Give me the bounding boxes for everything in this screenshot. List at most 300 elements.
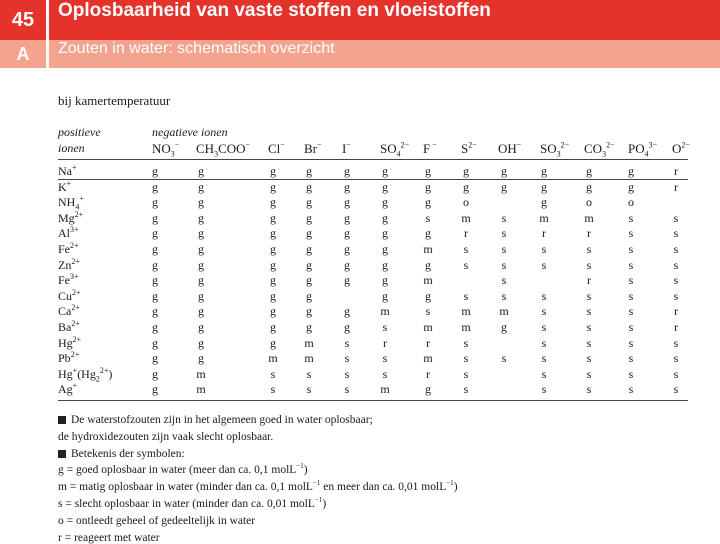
- solubility-cell: g: [344, 226, 350, 241]
- cation-charge: 2+: [72, 334, 82, 344]
- cation-label: [58, 336, 81, 351]
- solubility-cell: g: [198, 164, 204, 178]
- solubility-cell: s: [628, 242, 634, 256]
- solubility-cell: s: [673, 351, 679, 366]
- solubility-cell: g: [306, 257, 312, 272]
- anion-header: [380, 141, 409, 159]
- solubility-cell: g: [198, 242, 204, 256]
- solubility-cell: m: [461, 304, 471, 319]
- symbol-definition: [58, 532, 160, 544]
- anion-subscript: 4: [644, 149, 649, 159]
- solubility-cell: m: [380, 382, 390, 397]
- cation-base: Cu: [58, 288, 73, 303]
- anion-base: CO: [584, 141, 603, 156]
- solubility-cell: g: [306, 320, 312, 334]
- symbol-text: s = slecht oplosbaar in water (minder dan ca. 0,01 molL: [58, 498, 315, 510]
- solubility-cell: m: [423, 320, 433, 334]
- solubility-cell: g: [425, 257, 431, 272]
- solubility-cell: g: [306, 304, 312, 319]
- cation-label: [58, 273, 79, 288]
- solubility-cell: g: [344, 304, 350, 319]
- solubility-cell: s: [541, 304, 547, 319]
- solubility-cell: r: [674, 320, 678, 334]
- cation-label: [58, 320, 80, 335]
- solubility-cell: s: [463, 257, 469, 272]
- solubility-cell: s: [344, 351, 350, 366]
- solubility-cell: g: [586, 179, 592, 194]
- solubility-cell: g: [382, 288, 388, 303]
- solubility-cell: s: [501, 242, 507, 256]
- solubility-cell: s: [463, 366, 469, 381]
- solubility-cell: g: [306, 195, 312, 210]
- solubility-cell: r: [587, 273, 591, 288]
- solubility-cell: s: [501, 226, 507, 241]
- cation-base: Al: [58, 226, 70, 241]
- unit-exponent: −1: [296, 462, 304, 471]
- section-letter: A: [16, 44, 30, 64]
- solubility-cell: g: [382, 226, 388, 241]
- note-text: De waterstofzouten zijn in het algemeen goed in water oplosbaar;: [71, 414, 373, 426]
- solubility-cell: g: [501, 320, 507, 334]
- solubility-cell: g: [541, 164, 547, 178]
- solubility-cell: g: [344, 210, 350, 225]
- solubility-cell: g: [152, 288, 158, 303]
- solubility-cell: s: [463, 382, 469, 397]
- solubility-cell: m: [196, 366, 206, 381]
- solubility-cell: m: [423, 273, 433, 288]
- solubility-cell: s: [501, 210, 507, 225]
- cation-charge: 2+: [71, 256, 80, 266]
- symbol-text-end: ): [303, 464, 308, 476]
- cation-charge: +: [72, 365, 78, 375]
- anion-header: [461, 141, 477, 159]
- solubility-cell: g: [198, 257, 204, 272]
- cation-label: [58, 382, 77, 397]
- anion-charge: 3−: [648, 140, 658, 150]
- solubility-cell: m: [461, 320, 471, 334]
- solubility-cell: g: [152, 382, 158, 397]
- cation-label: [58, 289, 81, 304]
- anion-charge: −: [430, 140, 437, 150]
- unit-exponent: −1: [314, 496, 323, 505]
- solubility-cell: s: [541, 335, 547, 350]
- cation-base: Zn: [58, 257, 72, 272]
- symbol-definition: [58, 464, 308, 476]
- solubility-cell: s: [501, 257, 507, 272]
- solubility-cell: g: [270, 195, 276, 210]
- cation-label: [58, 351, 79, 366]
- header-divider: [46, 0, 49, 68]
- anion-charge: −: [346, 140, 351, 150]
- bullet-icon: [58, 416, 66, 424]
- solubility-cell: g: [425, 288, 431, 303]
- solubility-cell: g: [270, 288, 276, 303]
- cation-label: [58, 164, 77, 179]
- chapter-title: Oplosbaarheid van vaste stoffen en vloeistoffen: [58, 0, 491, 21]
- solubility-cell: g: [586, 164, 592, 178]
- solubility-cell: s: [586, 366, 592, 381]
- solubility-cell: s: [463, 288, 469, 303]
- solubility-cell: s: [586, 382, 592, 397]
- solubility-cell: g: [344, 164, 350, 178]
- anion-header: [423, 141, 437, 159]
- solubility-cell: m: [423, 351, 433, 366]
- solubility-cell: g: [152, 179, 158, 194]
- solubility-cell: s: [541, 351, 547, 366]
- cation-base: Hg: [58, 335, 73, 350]
- cation-base: Ba: [58, 320, 72, 334]
- cation-charge: 2+: [74, 209, 84, 219]
- symbol-text: m = matig oplosbaar in water (minder dan ca. 0,1 molL: [58, 481, 313, 493]
- anion-subscript: 4: [396, 149, 401, 159]
- anion-header: [196, 141, 250, 159]
- solubility-cell: s: [463, 335, 469, 350]
- anion-header: [152, 141, 179, 159]
- solubility-cell: s: [306, 366, 312, 381]
- solubility-cell: g: [198, 210, 204, 225]
- solubility-cell: g: [152, 351, 158, 366]
- solubility-cell: s: [673, 382, 679, 397]
- cation-charge: 2+: [72, 287, 81, 297]
- positive-ions-header-1: positieve: [58, 125, 101, 139]
- cation-extra: (Hg: [77, 366, 96, 381]
- bullet-icon: [58, 450, 66, 458]
- solubility-cell: g: [501, 179, 507, 194]
- solubility-cell: g: [344, 257, 350, 272]
- cation-base: Ag: [58, 382, 73, 397]
- anion-header: [584, 141, 615, 159]
- solubility-cell: g: [425, 195, 431, 210]
- solubility-cell: g: [306, 226, 312, 241]
- solubility-cell: s: [541, 320, 547, 334]
- symbol-definition: [58, 515, 255, 527]
- cation-label: [58, 242, 79, 257]
- solubility-cell: g: [198, 320, 204, 334]
- solubility-cell: g: [198, 226, 204, 241]
- cation-charge: +: [72, 163, 77, 172]
- solubility-cell: s: [628, 210, 634, 225]
- solubility-cell: s: [541, 366, 547, 381]
- solubility-cell: s: [382, 320, 388, 334]
- solubility-cell: g: [270, 242, 276, 256]
- anion-base: I: [342, 141, 347, 156]
- solubility-cell: g: [541, 195, 547, 210]
- solubility-cell: g: [306, 164, 312, 178]
- anion-header: [672, 141, 690, 159]
- anion-subscript: 3: [602, 149, 607, 159]
- solubility-cell: s: [628, 366, 634, 381]
- solubility-cell: g: [152, 195, 158, 210]
- solubility-cell: g: [382, 273, 388, 288]
- solubility-cell: s: [673, 226, 679, 241]
- solubility-cell: g: [198, 273, 204, 288]
- solubility-cell: s: [586, 288, 592, 303]
- solubility-cell: r: [542, 226, 546, 241]
- solubility-cell: s: [344, 382, 350, 397]
- symbol-definition: [58, 498, 326, 510]
- cation-base: Pb: [58, 351, 71, 366]
- anion-base: NO: [152, 141, 171, 156]
- cation-extra-charge: 2+: [99, 365, 109, 375]
- anion-charge: −: [280, 140, 285, 150]
- solubility-cell: g: [344, 242, 350, 256]
- solubility-cell: m: [423, 242, 433, 256]
- condition-label: bij kamertemperatuur: [58, 93, 171, 108]
- cation-base: K: [58, 179, 67, 194]
- anion-header: [540, 141, 569, 159]
- solubility-cell: g: [306, 288, 312, 303]
- solubility-cell: g: [270, 226, 276, 241]
- anion-base: OH: [498, 141, 517, 156]
- solubility-cell: g: [382, 164, 388, 178]
- anion-header: [268, 141, 285, 159]
- solubility-cell: s: [628, 273, 634, 288]
- anion-base-2: COO: [218, 141, 246, 156]
- solubility-cell: s: [628, 288, 634, 303]
- anion-base: F: [423, 141, 431, 156]
- solubility-cell: s: [306, 382, 312, 397]
- cation-charge: +: [72, 381, 78, 391]
- solubility-cell: o: [586, 195, 592, 210]
- solubility-cell: s: [673, 242, 679, 256]
- negative-ions-header: negatieve ionen: [152, 125, 228, 139]
- solubility-cell: s: [628, 335, 634, 350]
- cation-label: [58, 367, 112, 382]
- solubility-cell: g: [152, 242, 158, 256]
- cation-extra-end: ): [108, 366, 113, 381]
- anion-header: [342, 141, 351, 159]
- cation-label: [58, 180, 71, 195]
- anion-charge: −: [516, 140, 522, 150]
- solubility-cell: m: [499, 304, 509, 319]
- anion-subscript: 3: [214, 149, 219, 159]
- solubility-cell: g: [270, 320, 276, 334]
- solubility-cell: g: [425, 382, 431, 397]
- solubility-cell: r: [674, 164, 678, 178]
- solubility-cell: s: [425, 210, 431, 225]
- solubility-cell: s: [501, 351, 507, 366]
- solubility-cell: s: [673, 210, 679, 225]
- cation-subscript: 4: [75, 202, 80, 212]
- anion-base: O: [672, 141, 682, 156]
- solubility-cell: s: [501, 273, 507, 288]
- page-header: [0, 0, 720, 68]
- solubility-cell: g: [463, 164, 469, 178]
- solubility-cell: s: [382, 351, 388, 366]
- solubility-cell: m: [304, 351, 314, 366]
- solubility-cell: r: [674, 179, 678, 194]
- solubility-cell: s: [463, 242, 469, 256]
- anion-base: S: [461, 141, 469, 156]
- cation-base: NH: [58, 195, 76, 210]
- cation-label: [58, 258, 80, 273]
- cation-charge: +: [66, 178, 72, 188]
- cation-base: Hg: [58, 366, 73, 381]
- solubility-cell: s: [586, 257, 592, 272]
- unit-exponent: −1: [446, 479, 454, 488]
- solubility-cell: g: [198, 304, 204, 319]
- solubility-cell: g: [270, 257, 276, 272]
- solubility-cell: g: [382, 210, 388, 225]
- solubility-cell: o: [463, 195, 469, 210]
- solubility-cell: s: [425, 304, 431, 319]
- solubility-cell: g: [541, 179, 547, 194]
- solubility-cell: s: [673, 273, 679, 288]
- cation-label: [58, 195, 84, 210]
- note-symbols-title: [58, 448, 185, 460]
- solubility-cell: g: [198, 335, 204, 350]
- solubility-cell: g: [152, 164, 158, 178]
- solubility-cell: g: [425, 226, 431, 241]
- solubility-cell: m: [539, 210, 549, 225]
- solubility-cell: g: [152, 210, 158, 225]
- solubility-cell: g: [198, 195, 204, 210]
- solubility-cell: g: [152, 304, 158, 319]
- solubility-cell: g: [463, 179, 469, 194]
- anion-charge: −: [317, 140, 322, 150]
- solubility-cell: g: [270, 179, 276, 194]
- solubility-cell: s: [344, 335, 350, 350]
- solubility-cell: g: [152, 320, 158, 334]
- solubility-cell: g: [198, 351, 204, 366]
- solubility-cell: m: [304, 335, 314, 350]
- solubility-cell: s: [541, 288, 547, 303]
- positive-ions-header-2: ionen: [58, 141, 85, 155]
- solubility-cell: s: [541, 257, 547, 272]
- cation-base: Ca: [58, 304, 72, 319]
- solubility-cell: s: [586, 242, 592, 256]
- solubility-cell: r: [674, 304, 678, 319]
- solubility-cell: s: [673, 335, 679, 350]
- solubility-cell: g: [270, 304, 276, 319]
- table-rule: [58, 400, 688, 401]
- solubility-cell: s: [382, 366, 388, 381]
- cation-base: Fe: [58, 242, 70, 256]
- note-hydroxide-salts: de hydroxidezouten zijn vaak slecht oplosbaar.: [58, 431, 274, 443]
- solubility-cell: g: [382, 179, 388, 194]
- cation-label: [58, 304, 80, 319]
- solubility-cell: g: [382, 257, 388, 272]
- anion-base: SO: [540, 141, 557, 156]
- solubility-cell: g: [382, 195, 388, 210]
- solubility-cell: g: [382, 242, 388, 256]
- solubility-cell: g: [425, 179, 431, 194]
- cation-charge: 2+: [71, 319, 80, 328]
- cation-charge: 3+: [70, 272, 79, 282]
- solubility-cell: g: [344, 273, 350, 288]
- solubility-cell: s: [628, 320, 634, 334]
- solubility-cell: g: [628, 164, 634, 178]
- cation-charge: 2+: [70, 350, 80, 360]
- solubility-cell: s: [628, 226, 634, 241]
- cation-charge: 2+: [71, 303, 80, 313]
- anion-charge: 2−: [400, 140, 410, 150]
- solubility-cell: m: [268, 351, 278, 366]
- solubility-cell: o: [628, 195, 634, 210]
- anion-subscript: 3: [170, 149, 175, 159]
- anion-header: [304, 141, 322, 159]
- anion-base: PO: [628, 141, 645, 156]
- solubility-cell: s: [463, 351, 469, 366]
- solubility-cell: s: [628, 304, 634, 319]
- solubility-cell: s: [673, 366, 679, 381]
- solubility-cell: g: [270, 335, 276, 350]
- solubility-cell: g: [270, 210, 276, 225]
- solubility-cell: g: [344, 320, 350, 334]
- solubility-cell: g: [306, 242, 312, 256]
- unit-exponent: −1: [312, 479, 321, 488]
- anion-charge: −: [174, 140, 180, 150]
- solubility-cell: m: [196, 382, 206, 397]
- solubility-cell: g: [344, 179, 350, 194]
- symbol-text: r = reageert met water: [58, 532, 160, 544]
- solubility-cell: m: [380, 304, 390, 319]
- solubility-cell: s: [541, 242, 547, 256]
- symbol-text: g = goed oplosbaar in water (meer dan ca. 0,1 molL: [58, 464, 297, 476]
- table-rule: [58, 159, 688, 160]
- anion-header: [498, 141, 521, 159]
- solubility-cell: s: [628, 351, 634, 366]
- cation-label: [58, 226, 79, 241]
- anion-header: [628, 141, 657, 159]
- solubility-cell: s: [586, 304, 592, 319]
- solubility-cell: g: [425, 164, 431, 178]
- solubility-cell: r: [426, 366, 430, 381]
- solubility-cell: s: [586, 320, 592, 334]
- anion-subscript: 3: [556, 149, 561, 159]
- solubility-cell: s: [501, 288, 507, 303]
- solubility-cell: s: [541, 382, 547, 397]
- solubility-cell: g: [152, 335, 158, 350]
- solubility-cell: g: [198, 288, 204, 303]
- cation-label: [58, 211, 83, 226]
- solubility-cell: g: [628, 179, 634, 194]
- solubility-cell: r: [383, 335, 387, 350]
- solubility-cell: g: [152, 273, 158, 288]
- symbol-text: o = ontleedt geheel of gedeeltelijk in water: [58, 515, 256, 527]
- anion-charge: 2−: [560, 140, 570, 150]
- solubility-cell: g: [152, 226, 158, 241]
- solubility-cell: r: [464, 226, 468, 241]
- symbol-text-end: ): [453, 481, 458, 493]
- solubility-cell: s: [586, 335, 592, 350]
- solubility-cell: s: [270, 382, 276, 397]
- solubility-cell: g: [198, 179, 204, 194]
- cation-charge: 2+: [70, 241, 79, 250]
- symbol-text-mid: en meer dan ca. 0,01 molL: [320, 481, 447, 493]
- solubility-cell: g: [270, 164, 276, 178]
- solubility-cell: g: [501, 164, 507, 178]
- section-title: Zouten in water: schematisch overzicht: [58, 40, 335, 57]
- cation-base: Mg: [58, 210, 75, 225]
- anion-base: Cl: [268, 141, 281, 156]
- solubility-cell: s: [344, 366, 350, 381]
- solubility-cell: s: [270, 366, 276, 381]
- note-hydrogen-salts: [58, 414, 373, 426]
- anion-charge: 2−: [468, 140, 477, 150]
- solubility-cell: s: [673, 288, 679, 303]
- solubility-cell: s: [673, 257, 679, 272]
- solubility-cell: r: [587, 226, 591, 241]
- solubility-cell: g: [152, 366, 158, 381]
- solubility-cell: g: [306, 273, 312, 288]
- solubility-cell: s: [628, 382, 634, 397]
- anion-base: CH: [196, 141, 215, 156]
- cation-base: Na: [58, 164, 72, 178]
- symbol-text-end: ): [322, 498, 327, 510]
- solubility-cell: m: [461, 210, 471, 225]
- solubility-cell: g: [306, 210, 312, 225]
